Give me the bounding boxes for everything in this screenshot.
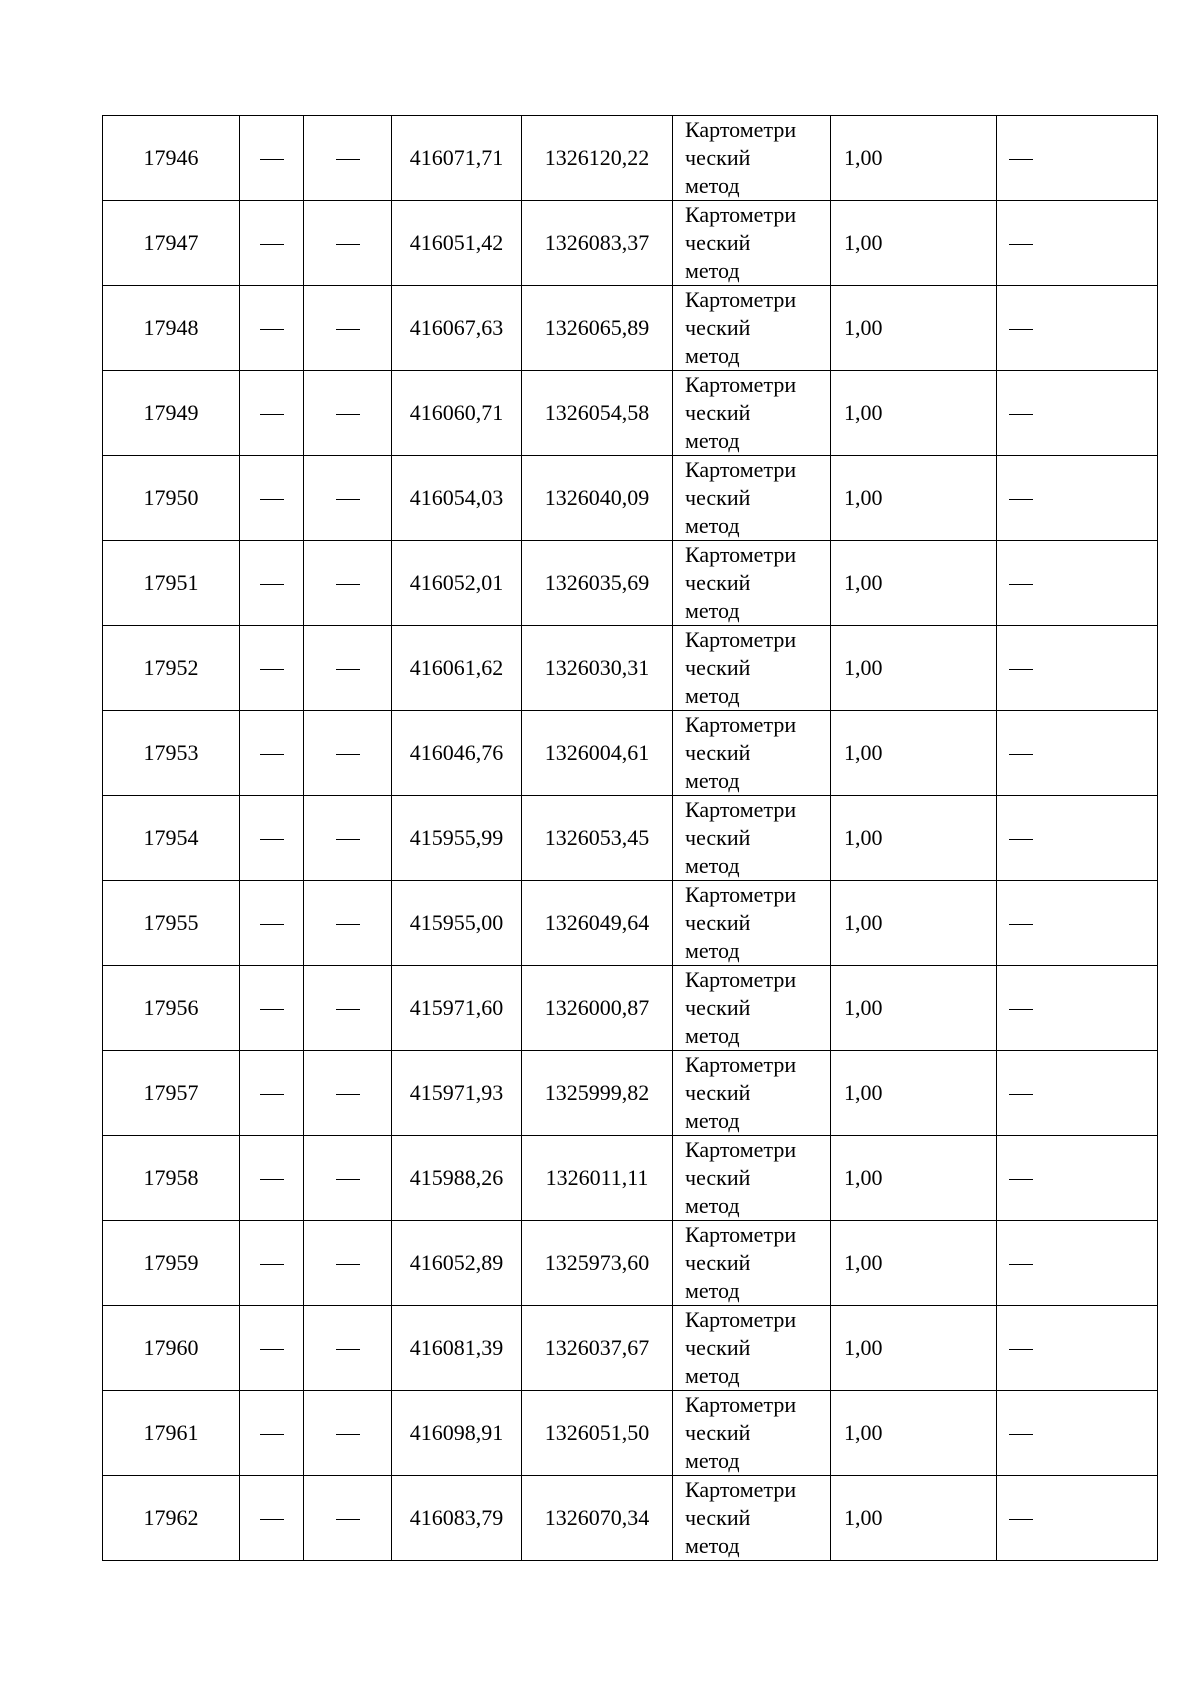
- table-row: [103, 1221, 1158, 1306]
- dash-mark: [260, 159, 284, 160]
- empty-cell: [240, 456, 304, 541]
- dash-mark: [336, 1264, 360, 1265]
- empty-cell: [997, 881, 1158, 966]
- dash-mark: [260, 1094, 284, 1095]
- method-line: метод: [685, 428, 740, 453]
- point-number-cell: 17961: [103, 1391, 240, 1476]
- point-number-cell: 17947: [103, 201, 240, 286]
- method-cell: [673, 1136, 831, 1221]
- method-line: метод: [685, 1023, 740, 1048]
- empty-cell: [304, 116, 392, 201]
- method-line: ческий: [685, 400, 751, 425]
- coordinate-x-cell: 415955,99: [392, 796, 522, 881]
- coordinate-y-cell: 1326054,58: [522, 371, 673, 456]
- empty-cell: [240, 371, 304, 456]
- point-number-cell: 17946: [103, 116, 240, 201]
- accuracy-cell: 1,00: [831, 371, 997, 456]
- empty-cell: [997, 201, 1158, 286]
- method-line: Картометри: [685, 1137, 797, 1162]
- dash-mark: [260, 499, 284, 500]
- dash-mark: [336, 584, 360, 585]
- method-cell: [673, 966, 831, 1051]
- accuracy-cell: 1,00: [831, 626, 997, 711]
- point-number-cell: 17958: [103, 1136, 240, 1221]
- accuracy-cell: 1,00: [831, 711, 997, 796]
- empty-cell: [997, 796, 1158, 881]
- coordinate-y-cell: 1325999,82: [522, 1051, 673, 1136]
- coordinate-y-cell: 1326011,11: [522, 1136, 673, 1221]
- coordinate-y-cell: 1326037,67: [522, 1306, 673, 1391]
- empty-cell: [997, 371, 1158, 456]
- table-row: [103, 1136, 1158, 1221]
- coordinate-x-cell: 416071,71: [392, 116, 522, 201]
- dash-mark: [260, 839, 284, 840]
- empty-cell: [240, 1476, 304, 1561]
- empty-cell: [240, 116, 304, 201]
- dash-mark: [1009, 1179, 1033, 1180]
- coordinate-y-cell: 1326051,50: [522, 1391, 673, 1476]
- empty-cell: [240, 541, 304, 626]
- accuracy-cell: 1,00: [831, 796, 997, 881]
- dash-mark: [336, 414, 360, 415]
- dash-mark: [260, 924, 284, 925]
- coordinate-y-cell: 1325973,60: [522, 1221, 673, 1306]
- dash-mark: [260, 414, 284, 415]
- dash-mark: [336, 1009, 360, 1010]
- table-row: [103, 201, 1158, 286]
- empty-cell: [997, 1306, 1158, 1391]
- dash-mark: [1009, 414, 1033, 415]
- method-cell: [673, 116, 831, 201]
- point-number-cell: 17953: [103, 711, 240, 796]
- method-line: метод: [685, 173, 740, 198]
- method-line: Картометри: [685, 1307, 797, 1332]
- table-row: [103, 286, 1158, 371]
- method-cell: [673, 711, 831, 796]
- empty-cell: [304, 711, 392, 796]
- method-line: метод: [685, 513, 740, 538]
- dash-mark: [1009, 244, 1033, 245]
- coordinate-x-cell: 416052,89: [392, 1221, 522, 1306]
- coordinate-y-cell: 1326120,22: [522, 116, 673, 201]
- method-line: ческий: [685, 655, 751, 680]
- empty-cell: [304, 1221, 392, 1306]
- accuracy-cell: 1,00: [831, 966, 997, 1051]
- method-line: метод: [685, 343, 740, 368]
- point-number-cell: 17957: [103, 1051, 240, 1136]
- dash-mark: [260, 1349, 284, 1350]
- method-cell: [673, 1051, 831, 1136]
- dash-mark: [336, 1349, 360, 1350]
- accuracy-cell: 1,00: [831, 456, 997, 541]
- empty-cell: [304, 371, 392, 456]
- coordinate-x-cell: 416054,03: [392, 456, 522, 541]
- point-number-cell: 17948: [103, 286, 240, 371]
- accuracy-cell: 1,00: [831, 201, 997, 286]
- table-row: [103, 966, 1158, 1051]
- point-number-cell: 17960: [103, 1306, 240, 1391]
- empty-cell: [240, 1306, 304, 1391]
- method-line: Картометри: [685, 457, 797, 482]
- empty-cell: [304, 456, 392, 541]
- method-line: метод: [685, 1108, 740, 1133]
- method-line: Картометри: [685, 1052, 797, 1077]
- coordinate-y-cell: 1326030,31: [522, 626, 673, 711]
- dash-mark: [1009, 839, 1033, 840]
- table-row: [103, 711, 1158, 796]
- dash-mark: [260, 1434, 284, 1435]
- coordinate-x-cell: 416052,01: [392, 541, 522, 626]
- empty-cell: [304, 1051, 392, 1136]
- table-row: [103, 371, 1158, 456]
- dash-mark: [260, 1179, 284, 1180]
- dash-mark: [1009, 499, 1033, 500]
- method-line: метод: [685, 1363, 740, 1388]
- method-cell: [673, 881, 831, 966]
- empty-cell: [997, 456, 1158, 541]
- accuracy-cell: 1,00: [831, 881, 997, 966]
- method-line: Картометри: [685, 1222, 797, 1247]
- method-line: метод: [685, 598, 740, 623]
- method-line: Картометри: [685, 117, 797, 142]
- method-line: ческий: [685, 315, 751, 340]
- method-line: метод: [685, 258, 740, 283]
- empty-cell: [240, 1221, 304, 1306]
- coordinate-x-cell: 416061,62: [392, 626, 522, 711]
- dash-mark: [1009, 754, 1033, 755]
- dash-mark: [336, 1434, 360, 1435]
- empty-cell: [304, 626, 392, 711]
- dash-mark: [1009, 1094, 1033, 1095]
- dash-mark: [336, 1519, 360, 1520]
- dash-mark: [1009, 669, 1033, 670]
- coordinate-y-cell: 1326083,37: [522, 201, 673, 286]
- method-line: метод: [685, 1448, 740, 1473]
- accuracy-cell: 1,00: [831, 541, 997, 626]
- dash-mark: [336, 329, 360, 330]
- coordinate-x-cell: 416067,63: [392, 286, 522, 371]
- method-line: ческий: [685, 910, 751, 935]
- coordinate-x-cell: 416046,76: [392, 711, 522, 796]
- coordinate-x-cell: 416051,42: [392, 201, 522, 286]
- dash-mark: [336, 1179, 360, 1180]
- method-line: Картометри: [685, 627, 797, 652]
- dash-mark: [336, 244, 360, 245]
- method-line: Картометри: [685, 882, 797, 907]
- empty-cell: [997, 1391, 1158, 1476]
- dash-mark: [260, 244, 284, 245]
- dash-mark: [336, 839, 360, 840]
- empty-cell: [240, 796, 304, 881]
- empty-cell: [997, 711, 1158, 796]
- dash-mark: [1009, 1009, 1033, 1010]
- point-number-cell: 17950: [103, 456, 240, 541]
- coordinate-y-cell: 1326065,89: [522, 286, 673, 371]
- point-number-cell: 17949: [103, 371, 240, 456]
- empty-cell: [304, 881, 392, 966]
- method-cell: [673, 796, 831, 881]
- dash-mark: [260, 754, 284, 755]
- empty-cell: [304, 1391, 392, 1476]
- method-line: Картометри: [685, 542, 797, 567]
- dash-mark: [336, 669, 360, 670]
- accuracy-cell: 1,00: [831, 286, 997, 371]
- method-line: ческий: [685, 570, 751, 595]
- empty-cell: [240, 711, 304, 796]
- table-row: [103, 796, 1158, 881]
- point-number-cell: 17956: [103, 966, 240, 1051]
- point-number-cell: 17951: [103, 541, 240, 626]
- method-line: метод: [685, 1533, 740, 1558]
- accuracy-cell: 1,00: [831, 116, 997, 201]
- empty-cell: [240, 966, 304, 1051]
- method-line: ческий: [685, 1165, 751, 1190]
- empty-cell: [997, 116, 1158, 201]
- table-row: [103, 541, 1158, 626]
- method-line: метод: [685, 683, 740, 708]
- empty-cell: [997, 1051, 1158, 1136]
- table-row: [103, 881, 1158, 966]
- method-line: метод: [685, 938, 740, 963]
- empty-cell: [304, 541, 392, 626]
- point-number-cell: 17955: [103, 881, 240, 966]
- empty-cell: [240, 286, 304, 371]
- coordinate-x-cell: 415971,93: [392, 1051, 522, 1136]
- method-line: ческий: [685, 1505, 751, 1530]
- coordinate-y-cell: 1326049,64: [522, 881, 673, 966]
- dash-mark: [1009, 1264, 1033, 1265]
- dash-mark: [336, 499, 360, 500]
- method-line: метод: [685, 1193, 740, 1218]
- table-row: [103, 456, 1158, 541]
- coordinate-y-cell: 1326040,09: [522, 456, 673, 541]
- empty-cell: [997, 1221, 1158, 1306]
- dash-mark: [260, 1009, 284, 1010]
- method-cell: [673, 201, 831, 286]
- dash-mark: [1009, 924, 1033, 925]
- method-line: ческий: [685, 825, 751, 850]
- method-line: ческий: [685, 740, 751, 765]
- method-cell: [673, 456, 831, 541]
- point-number-cell: 17952: [103, 626, 240, 711]
- table-body: [103, 116, 1158, 1561]
- method-line: Картометри: [685, 202, 797, 227]
- empty-cell: [997, 541, 1158, 626]
- accuracy-cell: 1,00: [831, 1221, 997, 1306]
- empty-cell: [240, 881, 304, 966]
- dash-mark: [1009, 1349, 1033, 1350]
- method-line: метод: [685, 1278, 740, 1303]
- dash-mark: [336, 754, 360, 755]
- coordinate-y-cell: 1326000,87: [522, 966, 673, 1051]
- method-cell: [673, 1221, 831, 1306]
- method-cell: [673, 1391, 831, 1476]
- empty-cell: [240, 1136, 304, 1221]
- accuracy-cell: 1,00: [831, 1051, 997, 1136]
- empty-cell: [304, 201, 392, 286]
- method-line: Картометри: [685, 712, 797, 737]
- dash-mark: [1009, 329, 1033, 330]
- table-row: [103, 626, 1158, 711]
- method-line: ческий: [685, 145, 751, 170]
- empty-cell: [997, 966, 1158, 1051]
- empty-cell: [240, 201, 304, 286]
- coordinate-y-cell: 1326004,61: [522, 711, 673, 796]
- table-row: [103, 1051, 1158, 1136]
- method-cell: [673, 1306, 831, 1391]
- dash-mark: [260, 669, 284, 670]
- empty-cell: [240, 1051, 304, 1136]
- coordinate-y-cell: 1326070,34: [522, 1476, 673, 1561]
- dash-mark: [1009, 1434, 1033, 1435]
- empty-cell: [304, 1136, 392, 1221]
- dash-mark: [260, 329, 284, 330]
- method-line: Картометри: [685, 372, 797, 397]
- accuracy-cell: 1,00: [831, 1476, 997, 1561]
- dash-mark: [336, 1094, 360, 1095]
- dash-mark: [260, 584, 284, 585]
- dash-mark: [1009, 1519, 1033, 1520]
- empty-cell: [240, 626, 304, 711]
- empty-cell: [997, 626, 1158, 711]
- dash-mark: [260, 1519, 284, 1520]
- table-row: [103, 1391, 1158, 1476]
- method-line: ческий: [685, 230, 751, 255]
- method-cell: [673, 626, 831, 711]
- method-line: метод: [685, 768, 740, 793]
- table-row: [103, 116, 1158, 201]
- method-line: Картометри: [685, 1477, 797, 1502]
- method-line: Картометри: [685, 797, 797, 822]
- table-row: [103, 1476, 1158, 1561]
- empty-cell: [304, 286, 392, 371]
- coordinate-x-cell: 415955,00: [392, 881, 522, 966]
- coordinate-x-cell: 415971,60: [392, 966, 522, 1051]
- coordinate-x-cell: 416083,79: [392, 1476, 522, 1561]
- method-line: ческий: [685, 1250, 751, 1275]
- method-line: Картометри: [685, 967, 797, 992]
- method-line: Картометри: [685, 287, 797, 312]
- accuracy-cell: 1,00: [831, 1306, 997, 1391]
- accuracy-cell: 1,00: [831, 1391, 997, 1476]
- point-number-cell: 17959: [103, 1221, 240, 1306]
- empty-cell: [304, 966, 392, 1051]
- empty-cell: [304, 1476, 392, 1561]
- coordinate-x-cell: 415988,26: [392, 1136, 522, 1221]
- empty-cell: [997, 1136, 1158, 1221]
- method-line: ческий: [685, 1420, 751, 1445]
- empty-cell: [240, 1391, 304, 1476]
- method-cell: [673, 541, 831, 626]
- point-number-cell: 17954: [103, 796, 240, 881]
- empty-cell: [997, 1476, 1158, 1561]
- empty-cell: [304, 1306, 392, 1391]
- table-row: [103, 1306, 1158, 1391]
- coordinate-x-cell: 416098,91: [392, 1391, 522, 1476]
- dash-mark: [260, 1264, 284, 1265]
- empty-cell: [304, 796, 392, 881]
- method-line: ческий: [685, 485, 751, 510]
- method-cell: [673, 286, 831, 371]
- point-number-cell: 17962: [103, 1476, 240, 1561]
- method-line: ческий: [685, 1080, 751, 1105]
- method-line: ческий: [685, 1335, 751, 1360]
- dash-mark: [1009, 584, 1033, 585]
- method-cell: [673, 1476, 831, 1561]
- dash-mark: [1009, 159, 1033, 160]
- coordinate-y-cell: 1326035,69: [522, 541, 673, 626]
- method-line: метод: [685, 853, 740, 878]
- dash-mark: [336, 159, 360, 160]
- coordinates-table: [102, 115, 1158, 1561]
- dash-mark: [336, 924, 360, 925]
- method-line: ческий: [685, 995, 751, 1020]
- empty-cell: [997, 286, 1158, 371]
- method-cell: [673, 371, 831, 456]
- coordinate-y-cell: 1326053,45: [522, 796, 673, 881]
- method-line: Картометри: [685, 1392, 797, 1417]
- coordinate-x-cell: 416060,71: [392, 371, 522, 456]
- accuracy-cell: 1,00: [831, 1136, 997, 1221]
- coordinate-x-cell: 416081,39: [392, 1306, 522, 1391]
